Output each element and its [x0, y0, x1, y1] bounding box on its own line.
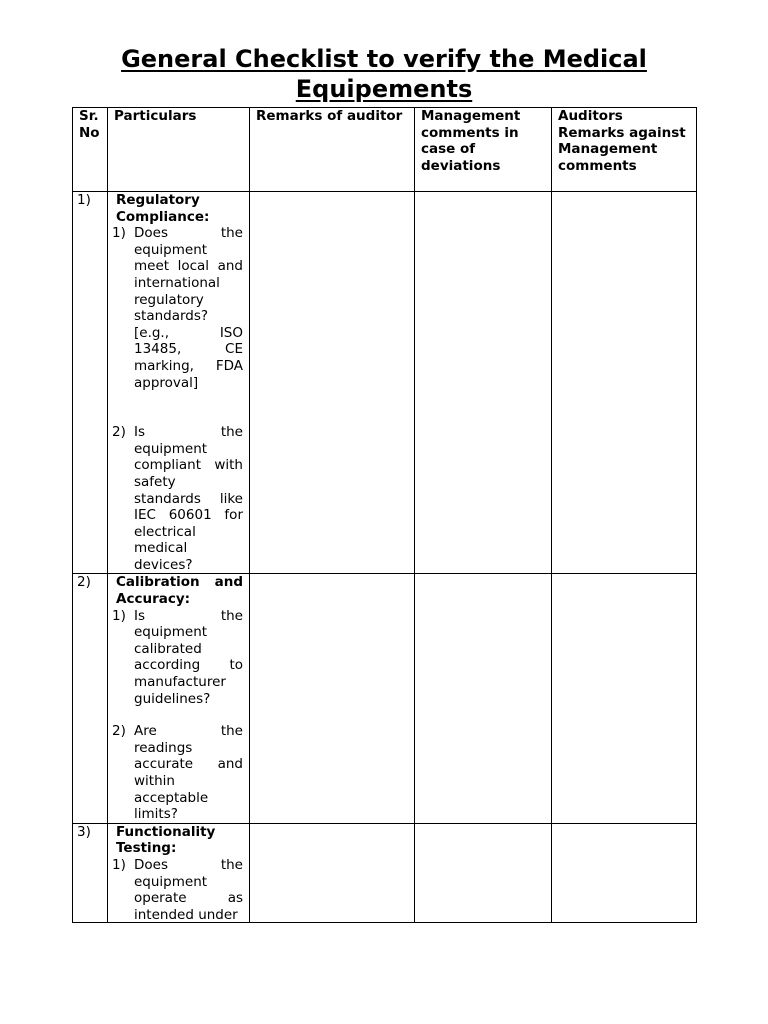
particulars-content — [114, 824, 243, 922]
auditors-remarks-cell[interactable] — [552, 192, 697, 574]
remarks-auditor-cell[interactable] — [250, 192, 415, 574]
question-list — [114, 857, 243, 923]
question-text: Are the readings accurate and within acceptable limits? — [134, 723, 243, 823]
header-sr-no: Sr. No — [73, 108, 108, 192]
table-row — [73, 823, 697, 922]
section-title: Functionality Testing: — [116, 823, 216, 857]
management-comments-cell[interactable] — [415, 574, 552, 823]
section-title: Calibration and Accuracy: — [116, 574, 243, 608]
question-list — [114, 225, 243, 573]
question-number: 2) — [112, 723, 126, 740]
table-row — [73, 574, 697, 823]
management-comments-cell[interactable] — [415, 192, 552, 574]
question-item — [114, 723, 243, 823]
auditors-remarks-cell[interactable] — [552, 823, 697, 922]
document-title — [0, 44, 768, 104]
table-header-row — [73, 108, 697, 192]
row-sr-no: 3) — [73, 823, 108, 922]
remarks-auditor-cell[interactable] — [250, 574, 415, 823]
question-list — [114, 608, 243, 823]
header-particulars: Particulars — [108, 108, 250, 192]
title-line-1: General Checklist to verify the Medical — [121, 45, 647, 73]
header-management-comments: Management comments in case of deviations — [415, 108, 552, 192]
question-text: Is the equipment calibrated according to manufacturer guidelines? — [134, 607, 243, 707]
management-comments-cell[interactable] — [415, 823, 552, 922]
question-text: Does the equipment operate as intended under — [134, 856, 243, 923]
question-text: Does the equipment meet local and international regulatory standards? [e.g., ISO 13485, CE marking, FDA approval] — [134, 225, 243, 391]
question-item — [114, 608, 243, 708]
table-row — [73, 192, 697, 574]
header-auditors-remarks: Auditors Remarks against Management comments — [552, 108, 697, 192]
question-text: Is the equipment compliant with safety standards like IEC 60601 for electrical medical devices? — [134, 424, 243, 573]
header-remarks-auditor: Remarks of auditor — [250, 108, 415, 192]
question-item — [114, 225, 243, 391]
row-sr-no: 1) — [73, 192, 108, 574]
remarks-auditor-cell[interactable] — [250, 823, 415, 922]
question-number: 1) — [112, 607, 126, 624]
checklist-table — [72, 107, 697, 923]
auditors-remarks-cell[interactable] — [552, 574, 697, 823]
row-particulars — [108, 574, 250, 823]
row-sr-no: 2) — [73, 574, 108, 823]
question-number: 2) — [112, 424, 126, 441]
question-number: 1) — [112, 225, 126, 242]
question-item — [114, 857, 243, 923]
row-particulars — [108, 192, 250, 574]
section-title: Regulatory Compliance: — [116, 192, 210, 225]
question-item — [114, 424, 243, 573]
title-line-2: Equipements — [295, 75, 473, 103]
row-particulars — [108, 823, 250, 922]
question-number: 1) — [112, 856, 126, 873]
